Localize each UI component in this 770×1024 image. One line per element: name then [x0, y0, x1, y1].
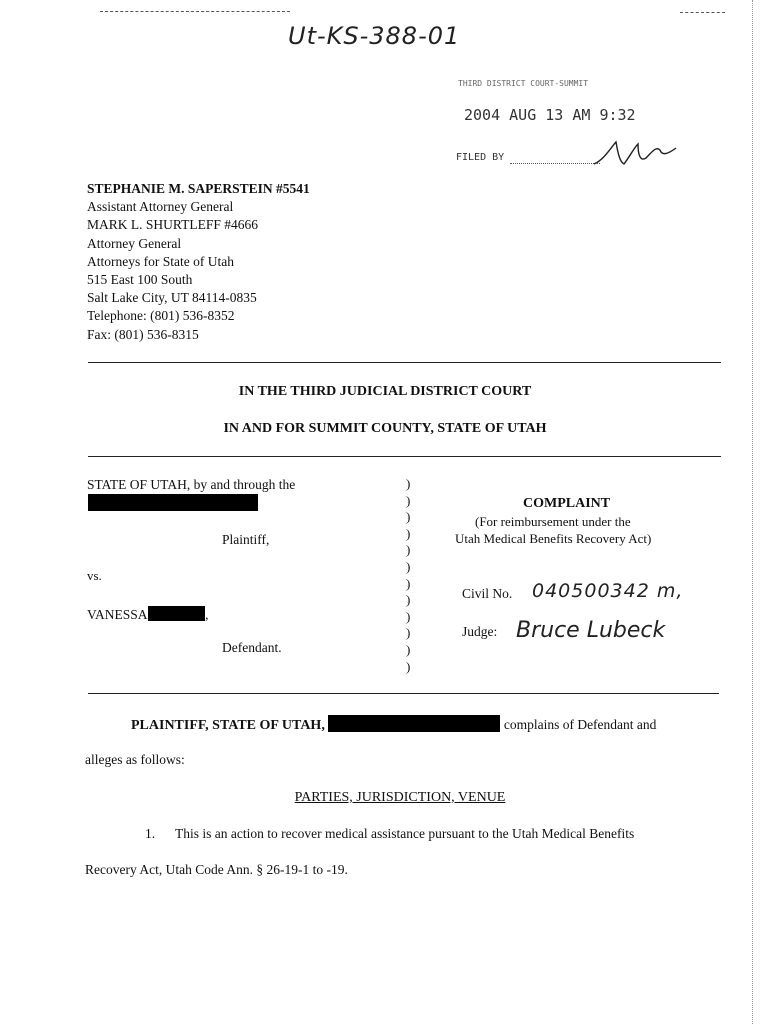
attorney-line: Fax: (801) 536-8315 — [87, 326, 199, 342]
attorney-line: STEPHANIE M. SAPERSTEIN #5541 — [87, 181, 310, 196]
divider-caption-top — [88, 456, 721, 457]
attorney-block — [87, 180, 310, 344]
clerk-initials-signature — [590, 136, 680, 170]
scan-edge — [752, 0, 754, 1024]
attorney-line: Attorneys for State of Utah — [87, 253, 234, 269]
attorney-line: 515 East 100 South — [87, 272, 193, 288]
defendant-first-name: VANESSA — [87, 607, 147, 622]
intro-paragraph — [131, 715, 656, 734]
civil-number-value: 040500342 m, — [532, 580, 684, 602]
court-name-heading: IN THE THIRD JUDICIAL DISTRICT COURT — [238, 384, 532, 399]
redaction-bar — [328, 715, 500, 732]
caption-parentheses: ) ) ) ) ) ) ) ) ) ) ) ) — [406, 476, 411, 674]
document-subtitle-1: (For reimbursement under the — [475, 514, 631, 529]
attorney-line: MARK L. SHURTLEFF #4666 — [87, 217, 258, 233]
redaction-bar — [148, 606, 205, 621]
document-title: COMPLAINT — [523, 496, 611, 511]
attorney-line: Attorney General — [87, 235, 182, 251]
attorney-line: Telephone: (801) 536-8352 — [87, 308, 235, 324]
defendant-label: Defendant. — [222, 640, 282, 655]
intro-rest: complains of Defendant and — [503, 717, 657, 732]
paragraph-1-line-1: This is an action to recover medical assistance pursuant to the Utah Medical Benefits — [175, 826, 635, 841]
judge-value: Bruce Lubeck — [516, 618, 666, 643]
divider-top — [88, 362, 721, 363]
filed-by-label: FILED BY — [456, 152, 505, 163]
plaintiff-label: Plaintiff, — [222, 532, 270, 547]
court-county-heading: IN AND FOR SUMMIT COUNTY, STATE OF UTAH — [223, 421, 547, 436]
plaintiff-line: STATE OF UTAH, by and through the — [87, 477, 296, 492]
filed-by-line — [510, 163, 600, 164]
intro-continuation: alleges as follows: — [85, 752, 185, 767]
civil-number-label: Civil No. — [462, 586, 513, 601]
attorney-line: Assistant Attorney General — [87, 199, 234, 215]
defendant-name — [87, 606, 209, 623]
paragraph-1-line-2: Recovery Act, Utah Code Ann. § 26-19-1 to -19. — [85, 862, 348, 877]
handwritten-case-code: Ut-KS-388-01 — [288, 22, 461, 50]
judge-label: Judge: — [462, 624, 498, 639]
scan-artifact-top — [100, 11, 290, 12]
intro-bold-party: PLAINTIFF, STATE OF UTAH, — [131, 718, 325, 733]
scan-artifact-top-right — [680, 12, 725, 13]
vs-label: vs. — [87, 568, 102, 583]
court-stamp-date: 2004 AUG 13 AM 9:32 — [464, 106, 636, 124]
defendant-comma: , — [205, 607, 209, 622]
redaction-bar — [88, 494, 258, 511]
court-stamp-name: THIRD DISTRICT COURT-SUMMIT — [458, 79, 589, 88]
divider-caption-bottom — [88, 693, 719, 694]
section-heading: PARTIES, JURISDICTION, VENUE — [294, 790, 506, 805]
paragraph-number: 1. — [145, 826, 156, 841]
document-subtitle-2: Utah Medical Benefits Recovery Act) — [455, 531, 652, 546]
attorney-line: Salt Lake City, UT 84114-0835 — [87, 290, 257, 306]
